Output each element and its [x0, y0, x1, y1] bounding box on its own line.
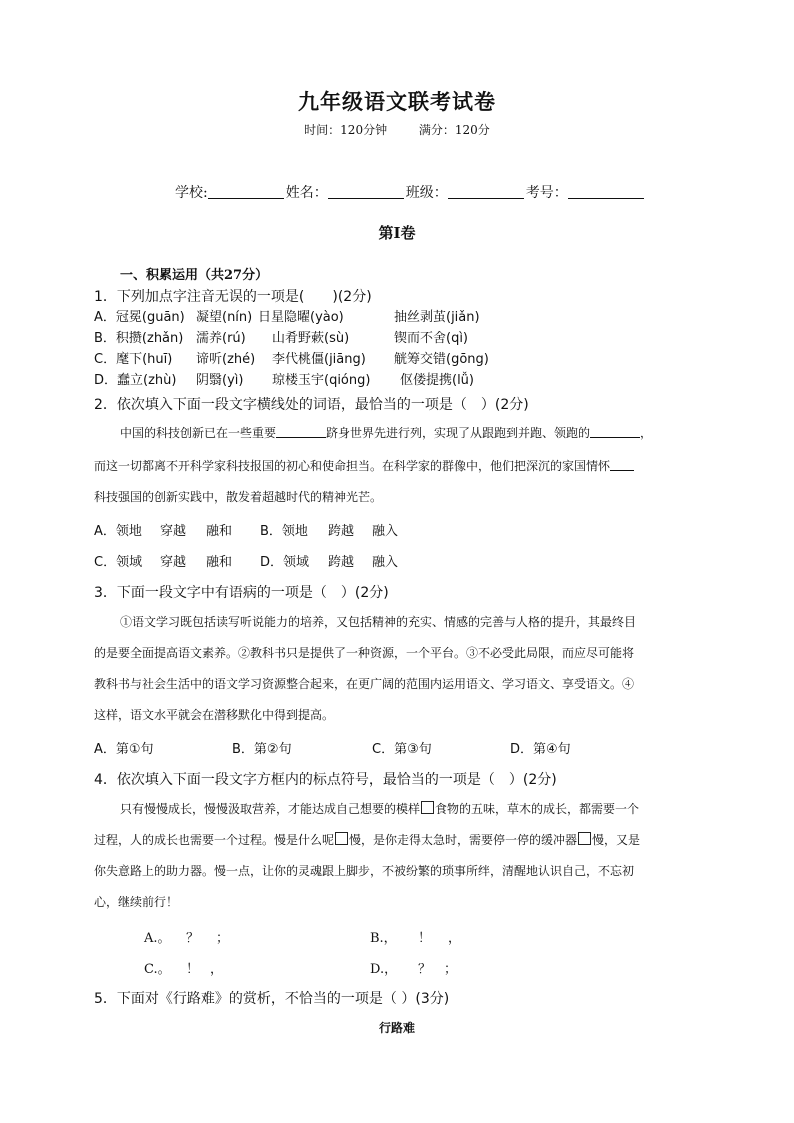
q2-blank-2 [590, 425, 640, 438]
q2-option-d-3: 融入 [372, 555, 399, 570]
q2-stem: 2．依次填入下面一段文字横线处的词语，最恰当的一项是（ ）(2分) [94, 397, 529, 413]
q2-blank-3 [610, 458, 634, 471]
q3-passage-line-2: 的是要全面提高语文素养。②教科书只是提供了一种资源，一个平台。③不必受此局限，而应尽可能将 [94, 646, 635, 660]
q4-text-2c: 慢，又是 [592, 833, 641, 847]
q1-option-d-1: D．蠢立(zhù) [94, 373, 177, 388]
q2-passage-line-3: 科技强国的创新实践中，散发着超越时代的精神光芒。 [94, 490, 383, 504]
exam-meta [0, 121, 794, 138]
q4-option-b-2: ！ [418, 931, 432, 946]
q4-option-c-1: C.。 [144, 962, 171, 977]
q3-options [94, 738, 694, 758]
class-field[interactable] [448, 184, 524, 199]
q2-option-a-1: A．领地 [94, 524, 142, 539]
q1-option-a-3: 日星隐曜(yào) [258, 310, 344, 325]
q1-option-d-3: 琼楼玉宇(qióng) [272, 373, 371, 388]
q1-option-b-1: B．积攒(zhǎn) [94, 331, 184, 346]
q5-stem: 5．下面对《行路难》的赏析，不恰当的一项是（ ）(3分) [94, 991, 450, 1007]
q2-option-b-1: B．领地 [260, 524, 308, 539]
name-label: 姓名： [285, 185, 328, 201]
q2-option-b-2: 跨越 [328, 524, 355, 539]
q2-option-b-3: 融入 [372, 524, 399, 539]
q4-text-2b: 慢，是你走得太急时，需要停一停的缓冲器 [349, 833, 578, 847]
q4-passage-line-2 [94, 825, 640, 856]
q3-option-b: B．第②句 [232, 742, 292, 757]
q4-box-3 [578, 832, 591, 845]
name-field[interactable] [328, 184, 404, 199]
q2-text-2: 而这一切都离不开科学家科技报国的初心和使命担当。在科学家的群像中，他们把深沉的家国情怀 [94, 459, 611, 473]
school-label: 学校: [175, 185, 208, 201]
q4-options [144, 927, 544, 977]
q2-option-d-2: 跨越 [328, 555, 355, 570]
q3-passage-line-3: 教科书与社会生活中的语文学习资源整合起来，在更广阔的范围内运用语文、学习语文、享受语文。④ [94, 677, 635, 691]
q2-option-c-2: 穿越 [160, 555, 187, 570]
q2-text-1a: 中国的科技创新已在一些重要 [120, 426, 277, 440]
q2-option-d-1: D．领域 [260, 555, 310, 570]
page-title: 九年级语文联考试卷 [298, 89, 496, 114]
q1-option-b-2: 濡养(rú) [196, 331, 246, 346]
q4-option-c-2: ！ [186, 962, 200, 977]
q4-option-a-2: ？ [186, 931, 200, 946]
q1-option-c-3: 李代桃僵(jiāng) [272, 352, 366, 367]
q4-box-1 [421, 801, 434, 814]
q1-option-c-1: C．麾下(huī) [94, 352, 173, 367]
q4-option-b-3: ， [448, 931, 462, 946]
student-info-line [175, 182, 646, 202]
q1-option-b-3: 山肴野蔌(sù) [272, 331, 350, 346]
q2-options [94, 520, 694, 570]
exam-score: 满分：120分 [418, 123, 490, 137]
number-field[interactable] [568, 184, 644, 199]
q4-text-1a: 只有慢慢成长，慢慢汲取营养，才能达成自己想要的模样 [120, 802, 421, 816]
q4-option-b-1: B.， [370, 931, 397, 946]
q2-text-1c: ， [640, 426, 653, 440]
q3-passage-line-4: 这样，语文水平就会在潜移默化中得到提高。 [94, 708, 335, 722]
q2-blank-1 [276, 425, 326, 438]
q4-option-d-1: D.， [370, 962, 398, 977]
q4-stem: 4．依次填入下面一段文字方框内的标点符号，最恰当的一项是（ ）(2分) [94, 772, 557, 788]
q2-passage-line-2 [94, 451, 634, 482]
q2-option-a-2: 穿越 [160, 524, 187, 539]
q1-option-a-2: 凝望(nín) [196, 310, 253, 325]
q1-options [94, 306, 694, 396]
q4-option-a-1: A.。 [144, 931, 171, 946]
q1-option-d-2: 阴翳(yì) [196, 373, 244, 388]
q3-stem: 3．下面一段文字中有语病的一项是（ ）(2分) [94, 585, 389, 601]
q4-text-1b: 食物的五味，草木的成长，都需要一个 [435, 802, 640, 816]
q4-passage-line-1 [120, 794, 639, 825]
q4-option-c-3: ， [210, 962, 224, 977]
q4-text-2a: 过程，人的成长也需要一个过程。慢是什么呢 [94, 833, 335, 847]
number-label: 考号： [525, 185, 568, 201]
q3-passage-line-1: ①语文学习既包括读写听说能力的培养，又包括精神的充实、情感的完善与人格的提升，其最终目 [120, 615, 637, 629]
q4-passage-line-3: 你失意路上的助力器。慢一点，让你的灵魂跟上脚步，不被纷繁的琐事所绊，清醒地认识自己，不忘初 [94, 864, 635, 878]
q1-stem: 1．下列加点字注音无误的一项是( )(2分) [94, 289, 372, 305]
q4-passage-line-4: 心，继续前行！ [94, 895, 179, 909]
q1-option-a-4: 抽丝剥茧(jiǎn) [394, 310, 480, 325]
q1-option-a-1: A．冠冕(guān) [94, 310, 185, 325]
poem-title: 行路难 [378, 1021, 415, 1035]
q3-option-d: D．第④句 [510, 742, 571, 757]
q2-passage-line-1 [94, 418, 652, 449]
section-heading: 一、积累运用（共27分） [120, 268, 269, 283]
exam-time: 时间：120分钟 [304, 123, 388, 137]
q3-option-a: A．第①句 [94, 742, 154, 757]
q4-box-2 [335, 832, 348, 845]
q4-option-d-3: ； [444, 962, 458, 977]
q2-option-a-3: 融和 [206, 524, 233, 539]
q4-option-a-3: ； [216, 931, 230, 946]
q1-option-c-2: 谛听(zhé) [196, 352, 256, 367]
q2-option-c-3: 融和 [206, 555, 233, 570]
q2-text-1b: 跻身世界先进行列，实现了从跟跑到并跑、领跑的 [326, 426, 591, 440]
q1-option-c-4: 觥筹交错(gōng) [394, 352, 489, 367]
school-field[interactable] [208, 184, 284, 199]
q4-option-d-2: ？ [418, 962, 432, 977]
volume-heading: 第Ⅰ卷 [378, 224, 416, 242]
q1-option-b-4: 锲而不舍(qì) [394, 331, 469, 346]
q2-option-c-1: C．领域 [94, 555, 143, 570]
q3-option-c: C．第③句 [372, 742, 432, 757]
q1-option-d-4: 伛偻提携(lǚ) [400, 373, 474, 388]
class-label: 班级： [405, 185, 448, 201]
